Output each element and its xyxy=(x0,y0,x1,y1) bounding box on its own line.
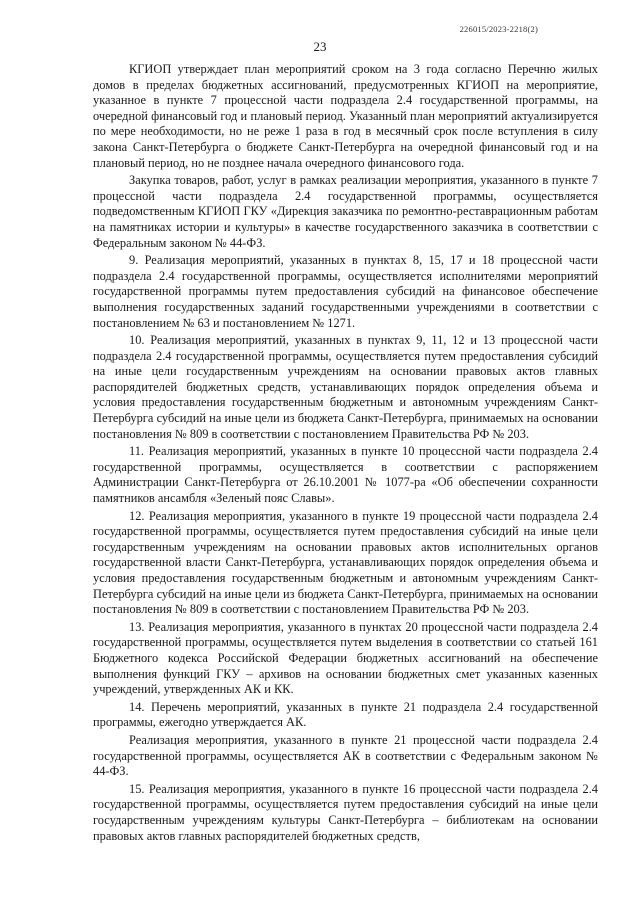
paragraph: Реализация мероприятия, указанного в пункте 21 процессной части подраздела 2.4 государственной программы, осуществляется АК в соответствии с Федеральным законом № 44-ФЗ. xyxy=(93,732,598,779)
paragraph: 14. Перечень мероприятий, указанных в пункте 21 подраздела 2.4 государственной программы, ежегодно утверждается АК. xyxy=(93,699,598,730)
paragraph: 10. Реализация мероприятий, указанных в пунктах 9, 11, 12 и 13 процессной части подраздела 2.4 государственной программы, осуществляется путем предоставления субсидий на иные цели государственным учреждениям на основании правовых актов главных распорядителей бюджетных средств, устанавливающих порядок определения объема и условия предоставления государственным бюджетным и автономным учреждениям Санкт-Петербурга субсидий на иные цели из бюджета Санкт-Петербурга, принимаемых на основании постановления № 809 в соответствии с постановлением Правительства РФ № 203. xyxy=(93,333,598,441)
paragraph: КГИОП утверждает план мероприятий сроком на 3 года согласно Перечню жилых домов в пределах бюджетных ассигнований, предусмотренных КГИОП на мероприятие, указанное в пункте 7 процессной части подраздела 2.4 государственной программы, на очередной финансовый год и плановый период. Указанный план мероприятий актуализируется по мере необходимости, но не реже 1 раза в год в месячный срок после вступления в силу закона Санкт-Петербурга о бюджете Санкт-Петербурга на очередной финансовый год и на плановый период, но не позднее начала очередного финансового года. xyxy=(93,62,598,170)
paragraph: 15. Реализация мероприятия, указанного в пункте 16 процессной части подраздела 2.4 государственной программы, осуществляется путем предоставления субсидий на иные цели государственным учреждениям культуры Санкт-Петербурга – библиотекам на основании правовых актов главных распорядителей бюджетных средств, xyxy=(93,781,598,843)
paragraph: Закупка товаров, работ, услуг в рамках реализации мероприятия, указанного в пункте 7 процессной части подраздела 2.4 государственной программы, осуществляется подведомственным КГИОП ГКУ «Дирекция заказчика по ремонтно-реставрационным работам на памятниках истории и культуры» в качестве государственного заказчика в соответствии с Федеральным законом № 44-ФЗ. xyxy=(93,173,598,250)
document-body xyxy=(93,62,598,846)
paragraph: 13. Реализация мероприятия, указанного в пунктах 20 процессной части подраздела 2.4 государственной программы, осуществляется путем выделения в соответствии со статьей 161 Бюджетного кодекса Российской Федерации бюджетных ассигнований на обеспечение выполнения функций ГКУ – архивов на основании бюджетных смет указанных казенных учреждений, утвержденных АК и КК. xyxy=(93,619,598,697)
paragraph: 9. Реализация мероприятий, указанных в пунктах 8, 15, 17 и 18 процессной части подраздела 2.4 государственной программы, осуществляется исполнителями мероприятий государственной программы путем предоставления субсидий на финансовое обеспечение выполнения государственных заданий государственными учреждениями в соответствии с постановлением № 63 и постановлением № 1271. xyxy=(93,253,598,330)
page-number: 23 xyxy=(313,39,327,54)
paragraph: 12. Реализация мероприятия, указанного в пункте 19 процессной части подраздела 2.4 государственной программы, осуществляется путем предоставления субсидий на иные цели государственным учреждениям на основании правовых актов исполнительных органов государственной власти Санкт-Петербурга, устанавливающих порядок определения объема и условия предоставления государственным бюджетным и автономным учреждениям Санкт-Петербурга субсидий на иные цели из бюджета Санкт-Петербурга, принимаемых на основании постановления № 809 в соответствии с постановлением Правительства РФ № 203. xyxy=(93,508,598,617)
paragraph: 11. Реализация мероприятий, указанных в пункте 10 процессной части подраздела 2.4 государственной программы, осуществляется в соответствии с распоряжением Администрации Санкт-Петербурга от 26.10.2001 № 1077-ра «Об обеспечении сохранности памятников ансамбля «Зеленый пояс Славы». xyxy=(93,444,598,506)
document-id: 226015/2023-2218(2) xyxy=(459,24,538,34)
